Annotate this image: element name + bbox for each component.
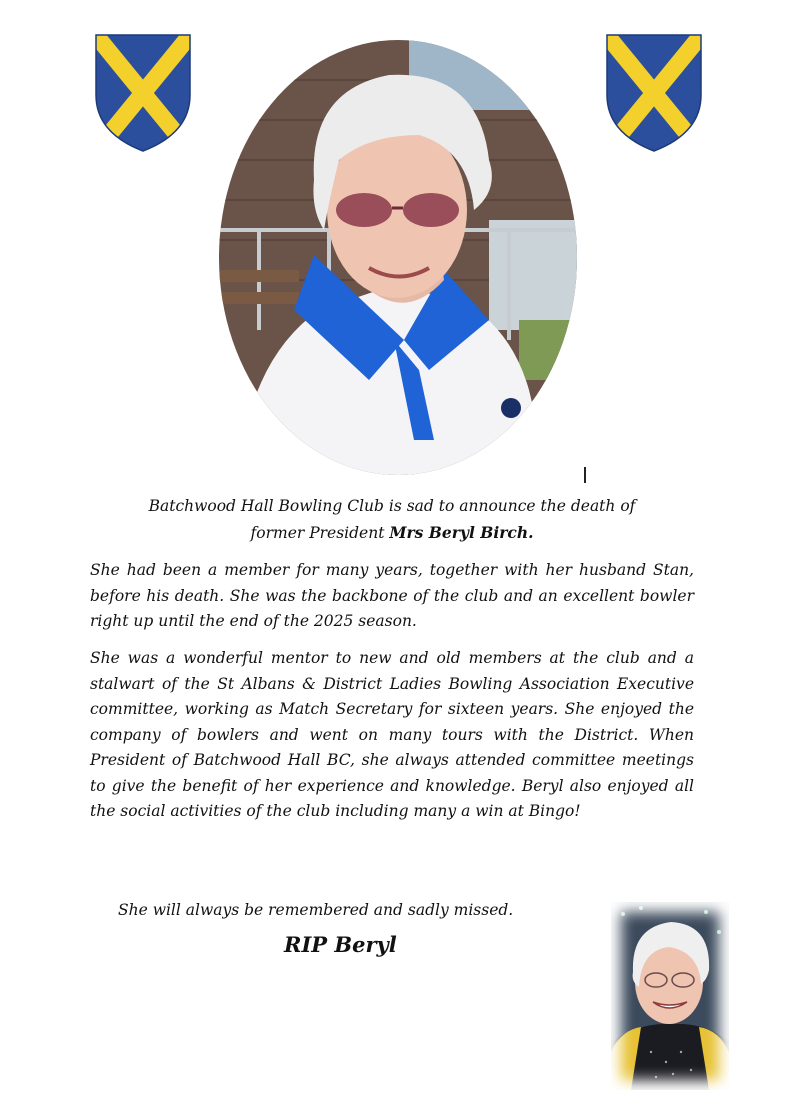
portrait-vignette [219,40,577,475]
paragraph-mentor: She was a wonderful mentor to new and old members at the club and a stalwart of the St Albans & District Ladies Bowling Association Executive committee, working as Match Secretary for sixteen years. She enjoyed the company of bowlers and went on many tours with the District. When President of Batchwood Hall BC, she always attended committee meetings to give the benefit of her experience and knowledge. Beryl also enjoyed all the social activities of the club including many a win at Bingo! [90,649,694,820]
crest-right-icon [605,33,703,153]
small-photo-vignette [611,902,729,1090]
intro-line-2 [90,520,694,547]
intro-prefix: former President [250,523,390,542]
closing-line: She will always be remembered and sadly missed. [118,901,514,919]
announcement-intro [90,494,694,546]
crest-left-icon [94,33,192,153]
paragraph-membership: She had been a member for many years, together with her husband Stan, before his death. She was the backbone of the club and an excellent bowler right up until the end of the 2025 season. [90,561,694,630]
rip-line: RIP Beryl [284,932,397,957]
deceased-name: Mrs Beryl Birch. [389,522,534,542]
intro-line-1: Batchwood Hall Bowling Club is sad to announce the death of [148,497,636,515]
text-cursor [584,467,586,483]
